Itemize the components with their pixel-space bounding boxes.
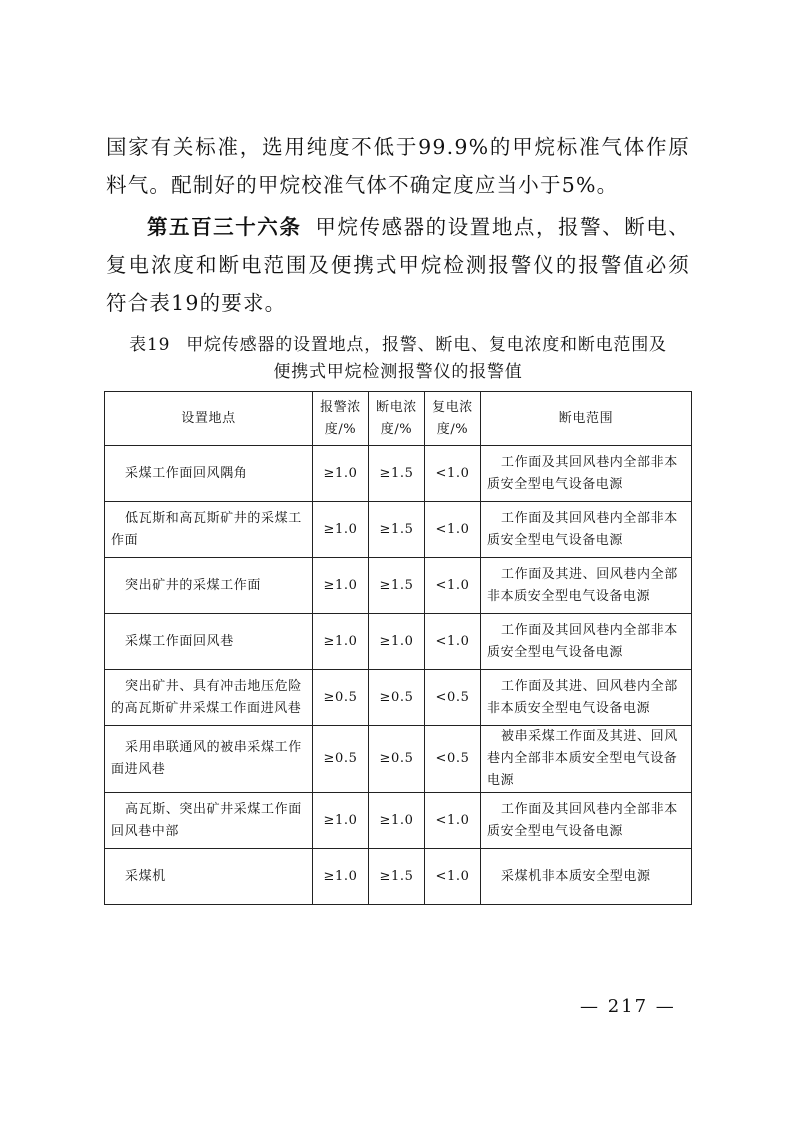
table-row: [105, 726, 692, 793]
cell-alarm: ≥1.0: [313, 502, 369, 558]
body-paragraph-1: 国家有关标准，选用纯度不低于99.9%的甲烷标准气体作原料气。配制好的甲烷校准气体不确定度应当小于5%。: [106, 135, 690, 197]
cell-restore: <1.0: [425, 614, 481, 670]
cell-cutoff: ≥1.0: [369, 614, 425, 670]
cell-restore: <1.0: [425, 793, 481, 849]
header-cutoff: 断电浓度/%: [369, 392, 425, 446]
cell-location: 采煤工作面回风隅角: [105, 446, 313, 502]
article-title: 第五百三十六条: [147, 215, 302, 239]
cell-restore: <1.0: [425, 558, 481, 614]
cell-restore: <1.0: [425, 849, 481, 905]
cell-location: 突出矿井、具有冲击地压危险的高瓦斯矿井采煤工作面进风巷: [105, 670, 313, 726]
header-range: 断电范围: [481, 392, 692, 446]
table-header-row: [105, 392, 692, 446]
cell-cutoff: ≥1.5: [369, 446, 425, 502]
cell-location: 采煤机: [105, 849, 313, 905]
cell-cutoff: ≥1.0: [369, 793, 425, 849]
cell-restore: <0.5: [425, 726, 481, 793]
cell-location: 高瓦斯、突出矿井采煤工作面回风巷中部: [105, 793, 313, 849]
cell-cutoff: ≥0.5: [369, 670, 425, 726]
cell-restore: <1.0: [425, 446, 481, 502]
cell-location: 突出矿井的采煤工作面: [105, 558, 313, 614]
cell-cutoff: ≥1.5: [369, 558, 425, 614]
table-row: [105, 670, 692, 726]
cell-location: 低瓦斯和高瓦斯矿井的采煤工作面: [105, 502, 313, 558]
header-restore: 复电浓度/%: [425, 392, 481, 446]
cell-alarm: ≥1.0: [313, 793, 369, 849]
cell-alarm: ≥1.0: [313, 849, 369, 905]
cell-range: 工作面及其进、回风巷内全部非本质安全型电气设备电源: [481, 558, 692, 614]
cell-alarm: ≥1.0: [313, 446, 369, 502]
table-row: [105, 614, 692, 670]
cell-restore: <0.5: [425, 670, 481, 726]
body-paragraph-2: [106, 208, 690, 322]
article-text: 甲烷传感器的设置地点，报警、断电、复电浓度和断电范围及便携式甲烷检测报警仪的报警值必须符合表19的要求。: [106, 215, 691, 315]
cell-location: 采用串联通风的被串采煤工作面进风巷: [105, 726, 313, 793]
cell-cutoff: ≥1.5: [369, 849, 425, 905]
cell-alarm: ≥1.0: [313, 558, 369, 614]
header-alarm: 报警浓度/%: [313, 392, 369, 446]
cell-range: 工作面及其回风巷内全部非本质安全型电气设备电源: [481, 446, 692, 502]
cell-range: 工作面及其回风巷内全部非本质安全型电气设备电源: [481, 614, 692, 670]
cell-alarm: ≥0.5: [313, 670, 369, 726]
table-row: [105, 849, 692, 905]
cell-range: 工作面及其进、回风巷内全部非本质安全型电气设备电源: [481, 670, 692, 726]
table-row: [105, 446, 692, 502]
cell-range: 工作面及其回风巷内全部非本质安全型电气设备电源: [481, 502, 692, 558]
cell-range: 工作面及其回风巷内全部非本质安全型电气设备电源: [481, 793, 692, 849]
table-caption-line-1: [106, 332, 690, 359]
table-caption-text: 甲烷传感器的设置地点，报警、断电、复电浓度和断电范围及: [186, 335, 667, 355]
page-number: — 217 —: [580, 996, 676, 1017]
table-caption-line-2: 便携式甲烷检测报警仪的报警值: [273, 362, 523, 382]
cell-alarm: ≥1.0: [313, 614, 369, 670]
cell-cutoff: ≥1.5: [369, 502, 425, 558]
header-location: 设置地点: [105, 392, 313, 446]
methane-sensor-table: [104, 391, 692, 905]
cell-range: 采煤机非本质安全型电源: [481, 849, 692, 905]
cell-alarm: ≥0.5: [313, 726, 369, 793]
table-row: [105, 558, 692, 614]
cell-location: 采煤工作面回风巷: [105, 614, 313, 670]
table-number: 表19: [129, 335, 171, 355]
table-row: [105, 502, 692, 558]
cell-restore: <1.0: [425, 502, 481, 558]
cell-range: 被串采煤工作面及其进、回风巷内全部非本质安全型电气设备电源: [481, 726, 692, 793]
cell-cutoff: ≥0.5: [369, 726, 425, 793]
table-row: [105, 793, 692, 849]
